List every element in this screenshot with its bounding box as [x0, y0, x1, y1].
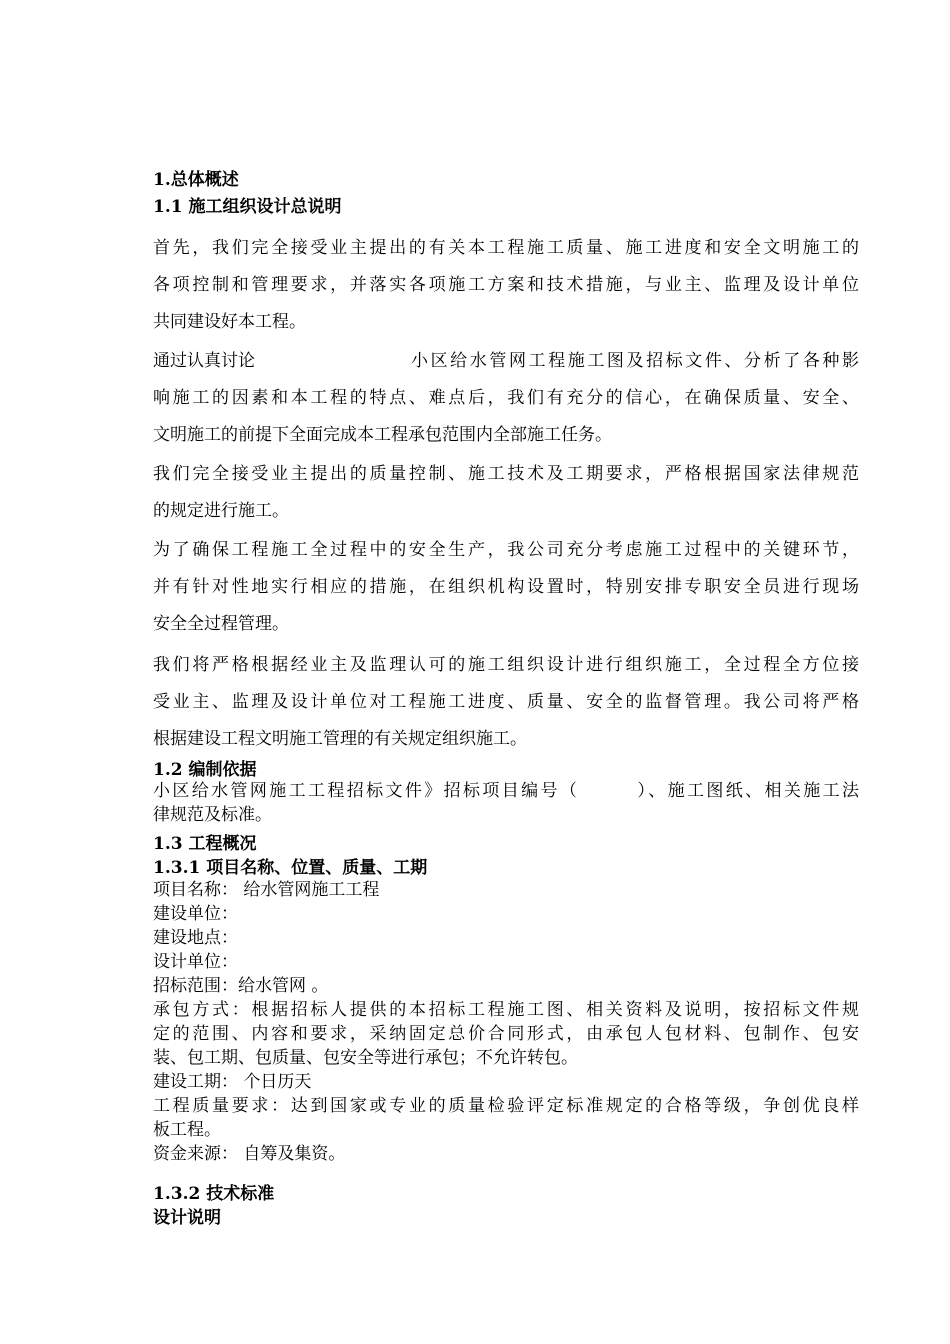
project-name-line: 项目名称： 给水管网施工工程 [153, 880, 380, 900]
construction-period-line: 建设工期： 个日历天 [153, 1072, 312, 1092]
paragraph-line: 为了确保工程施工全过程中的安全生产，我公司充分考虑施工过程中的关键环节， [153, 540, 859, 560]
construction-unit-line: 建设单位： [153, 904, 238, 924]
paragraph-line: 响施工的因素和本工程的特点、难点后，我们有充分的信心，在确保质量、安全、 [153, 388, 859, 408]
funding-source-line: 资金来源： 自筹及集资。 [153, 1144, 346, 1164]
paragraph-line: 律规范及标准。 [153, 805, 272, 825]
paragraph-line: 受业主、监理及设计单位对工程施工进度、质量、安全的监督管理。我公司将严格 [153, 692, 859, 712]
paragraph-line: 根据建设工程文明施工管理的有关规定组织施工。 [153, 729, 527, 749]
paragraph-2 [153, 343, 859, 454]
quality-requirement-line: 工程质量要求：达到国家或专业的质量检验评定标准规定的合格等级，争创优良样 [153, 1096, 859, 1116]
heading-project-name-location-quality-period: 1.3.1 项目名称、位置、质量、工期 [153, 858, 428, 878]
bidding-scope-line: 招标范围：给水管网 。 [153, 976, 329, 996]
heading-overview: 1.总体概述 [153, 170, 239, 190]
paragraph-3 [153, 456, 859, 530]
heading-design-description: 设计说明 [153, 1208, 221, 1228]
heading-technical-standards: 1.3.2 技术标准 [153, 1184, 275, 1204]
paragraph-line: 首先，我们完全接受业主提出的有关本工程施工质量、施工进度和安全文明施工的 [153, 238, 859, 258]
paragraph-4 [153, 532, 859, 643]
paragraph-line: 并有针对性地实行相应的措施，在组织机构设置时，特别安排专职安全员进行现场 [153, 577, 859, 597]
construction-site-line: 建设地点： [153, 928, 238, 948]
contract-method-line: 定的范围、内容和要求，采纳固定总价合同形式，由承包人包材料、包制作、包安 [153, 1024, 859, 1044]
paragraph-line-left: 通过认真讨论 [153, 351, 255, 371]
paragraph-line: 我们将严格根据经业主及监理认可的施工组织设计进行组织施工，全过程全方位接 [153, 655, 859, 675]
contract-method-line: 承包方式：根据招标人提供的本招标工程施工图、相关资料及说明，按招标文件规 [153, 1000, 859, 1020]
paragraph-line: 的规定进行施工。 [153, 501, 289, 521]
paragraph-line: 文明施工的前提下全面完成本工程承包范围内全部施工任务。 [153, 425, 612, 445]
design-unit-line: 设计单位： [153, 952, 238, 972]
paragraph-1 [153, 230, 859, 341]
quality-requirement-line: 板工程。 [153, 1120, 221, 1140]
paragraph-5 [153, 647, 859, 758]
heading-construction-design-description: 1.1 施工组织设计总说明 [153, 197, 342, 217]
paragraph-line [153, 343, 859, 380]
compilation-basis-text [153, 779, 859, 827]
heading-project-overview: 1.3 工程概况 [153, 834, 257, 854]
paragraph-line: 共同建设好本工程。 [153, 312, 306, 332]
paragraph-line: 安全全过程管理。 [153, 614, 289, 634]
contract-method-line: 装、包工期、包质量、包安全等进行承包；不允许转包。 [153, 1048, 578, 1068]
paragraph-line: 各项控制和管理要求，并落实各项施工方案和技术措施，与业主、监理及设计单位 [153, 275, 859, 295]
project-overview-list [153, 878, 859, 1166]
paragraph-line: 小区给水管网施工工程招标文件》招标项目编号（ ）、施工图纸、相关施工法 [153, 781, 859, 801]
paragraph-line-right: 小区给水管网工程施工图及招标文件、分析了各种影 [411, 351, 859, 371]
heading-compilation-basis: 1.2 编制依据 [153, 760, 257, 780]
paragraph-line: 我们完全接受业主提出的质量控制、施工技术及工期要求，严格根据国家法律规范 [153, 464, 859, 484]
